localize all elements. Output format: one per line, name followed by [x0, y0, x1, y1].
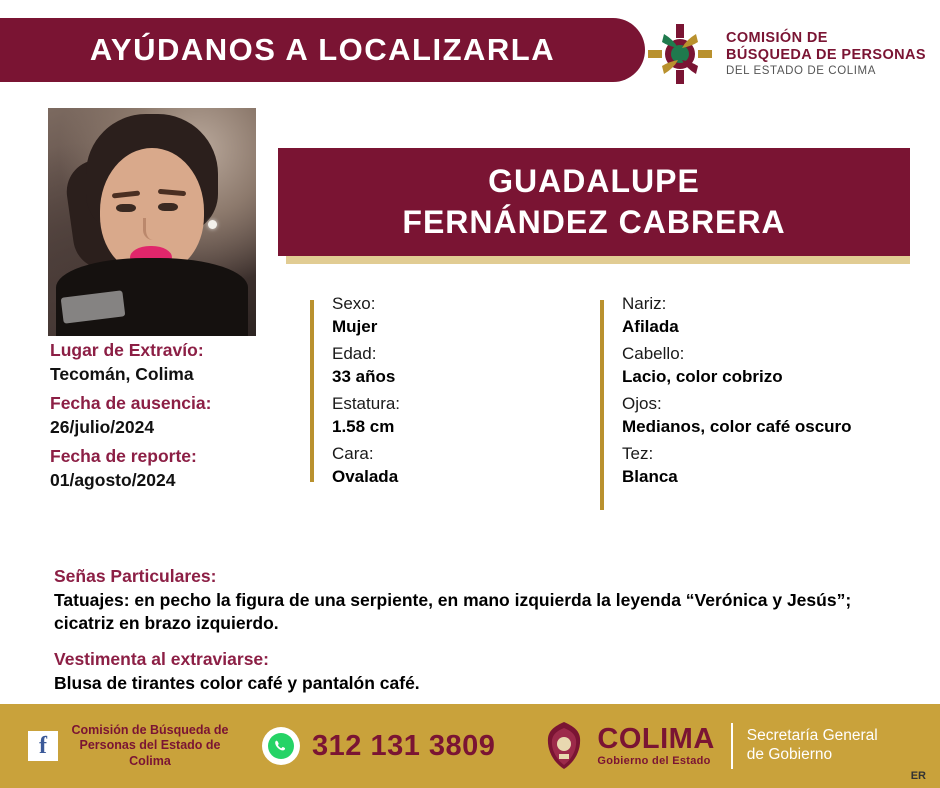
- footer-bar: [0, 704, 940, 788]
- detail-row: [50, 446, 280, 491]
- feature-label: Tez:: [622, 444, 654, 463]
- footer-divider: [731, 723, 733, 769]
- detail-label: Fecha de ausencia:: [50, 393, 212, 413]
- photo-nose: [143, 218, 155, 240]
- person-first-name: GUADALUPE: [488, 163, 700, 199]
- colima-subtitle: Gobierno del Estado: [597, 755, 711, 767]
- feature-value: 33 años: [332, 367, 396, 386]
- column-accent-bar: [600, 300, 604, 510]
- whatsapp-icon[interactable]: [262, 727, 300, 765]
- additional-notes: [54, 566, 900, 695]
- whatsapp-number[interactable]: 312 131 3809: [312, 729, 496, 762]
- commission-logo: [646, 22, 926, 86]
- logo-line-3: DEL ESTADO DE COLIMA: [725, 64, 876, 77]
- clothing-value: Blusa de tirantes color café y pantalón café.: [54, 673, 420, 694]
- colima-title: COLIMA: [597, 723, 715, 755]
- colima-wordmark: [597, 725, 714, 767]
- feature-value: 1.58 cm: [332, 417, 395, 436]
- name-banner-underline: [286, 256, 910, 264]
- notes-spacer: [54, 635, 900, 649]
- feature-label: Nariz:: [622, 294, 667, 313]
- detail-row: [50, 393, 280, 438]
- logo-line-2: BÚSQUEDA DE PERSONAS: [725, 46, 926, 63]
- facebook-contact[interactable]: [28, 723, 234, 770]
- clothing-label: Vestimenta al extraviarse:: [54, 649, 269, 670]
- initials-mark: ER: [910, 770, 926, 782]
- detail-label: Lugar de Extravío:: [50, 340, 204, 360]
- detail-row: [50, 340, 280, 385]
- feature-label: Cara:: [332, 444, 374, 463]
- logo-line-1: COMISIÓN DE: [725, 30, 828, 47]
- feature-value: Lacio, color cobrizo: [622, 367, 783, 386]
- detail-value: 01/agosto/2024: [50, 470, 176, 490]
- feature-value: Medianos, color café oscuro: [622, 417, 852, 436]
- feature-label: Estatura:: [332, 394, 401, 413]
- feature-value: Blanca: [622, 467, 678, 486]
- person-last-name: FERNÁNDEZ CABRERA: [402, 204, 786, 240]
- commission-logo-text: [726, 30, 926, 77]
- photo-eye-left: [116, 204, 136, 212]
- distinguishing-marks-value: Tatuajes: en pecho la figura de una serpiente, en mano izquierda la leyenda “Verónica y Jesús”; cicatriz en brazo izquierdo.: [54, 590, 852, 634]
- photo-earring: [208, 220, 217, 229]
- feature-label: Cabello:: [622, 344, 685, 363]
- detail-value: Tecomán, Colima: [50, 364, 194, 384]
- government-branding: [541, 720, 877, 772]
- case-details: [50, 340, 280, 491]
- person-photo: [48, 108, 256, 336]
- features-column-left: [310, 294, 570, 487]
- person-name-banner: [278, 148, 910, 256]
- feature-value: Afilada: [622, 317, 679, 336]
- feature-label: Edad:: [332, 344, 377, 363]
- feature-value: Ovalada: [332, 467, 399, 486]
- features-column-right: [600, 294, 920, 487]
- secretaria-line-1: Secretaría General: [746, 727, 878, 745]
- facebook-icon[interactable]: f: [28, 731, 58, 761]
- whatsapp-contact[interactable]: [262, 727, 495, 765]
- secretaria-text: [747, 727, 878, 764]
- commission-logo-icon: [646, 22, 714, 86]
- feature-label: Ojos:: [622, 394, 662, 413]
- feature-label: Sexo:: [332, 294, 376, 313]
- header-banner: [0, 18, 645, 82]
- feature-value: Mujer: [332, 317, 378, 336]
- facebook-page-name: Comisión de Búsqueda de Personas del Estado de Colima: [71, 722, 229, 768]
- colima-seal-icon: [541, 720, 587, 772]
- detail-value: 26/julio/2024: [50, 417, 155, 437]
- photo-eye-right: [158, 203, 178, 211]
- distinguishing-marks-label: Señas Particulares:: [54, 566, 217, 586]
- page-title: AYÚDANOS A LOCALIZARLA: [89, 32, 556, 67]
- secretaria-line-2: de Gobierno: [746, 746, 833, 763]
- column-accent-bar: [310, 300, 314, 482]
- detail-label: Fecha de reporte:: [50, 446, 197, 466]
